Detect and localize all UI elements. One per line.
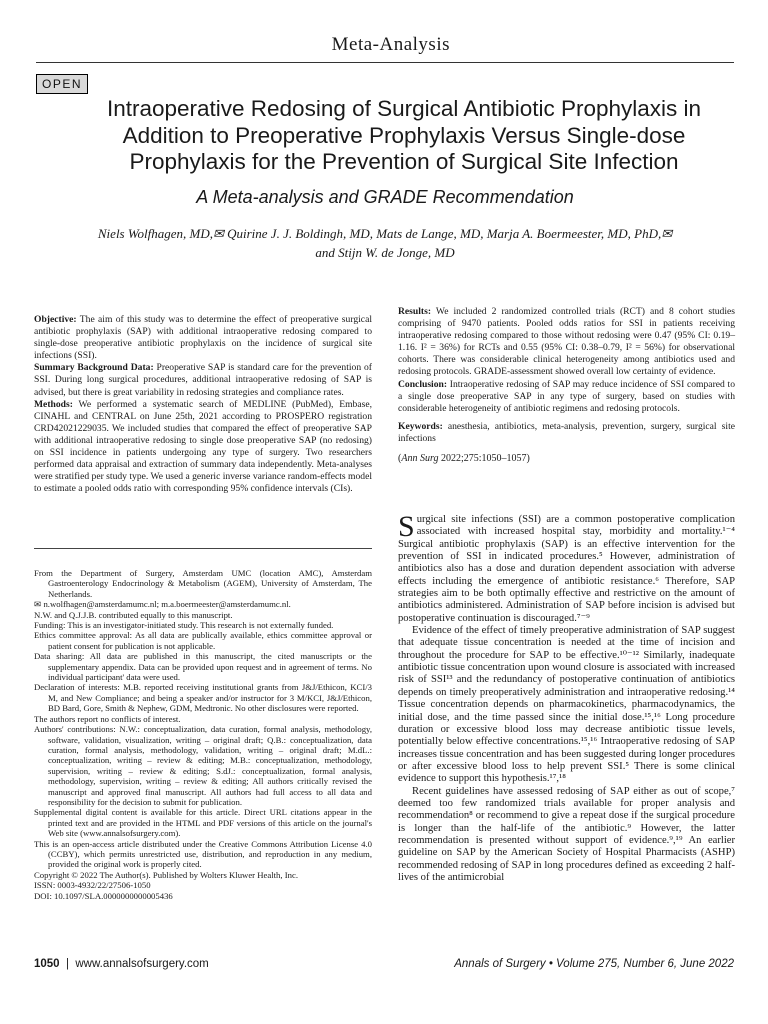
note-equal-contribution: N.W. and Q.J.J.B. contributed equally to this manuscript. [34, 609, 233, 620]
abstract-methods [34, 399, 372, 496]
journal-website-link[interactable]: www.annalsofsurgery.com [75, 958, 209, 970]
note-license: This is an open-access article distributed under the Creative Commons Attribution License 4.0 (CCBY), which permits unrestricted use, distribution, and reproduction in any medium, provided the original work is properly cited. [34, 838, 372, 870]
note-interests: Declaration of interests: M.B. reported receiving institutional grants from J&J/Ethicon, KCI/3 M, and New Compliance; and being a speaker and/or instructor for 3 M/KCI, J&J/Ethicon, BD Bard, Gore, Smith & Nephew, GDM, Medtronic. No other disclosures were reported. [34, 682, 372, 714]
note-correspondence: ✉ n.wolfhagen@amsterdamumc.nl; m.a.boermeester@amsterdamumc.nl. [34, 599, 291, 610]
note-data-sharing: Data sharing: All data are published in this manuscript, the cited manuscripts or the supplementary appendix. Data can be provided upon request and in agreement of terms. No individual participant' data were used. [34, 651, 372, 683]
article-subtitle: A Meta-analysis and GRADE Recommendation [196, 187, 574, 207]
abstract-divider [34, 548, 372, 549]
author-list [36, 224, 734, 262]
body-paragraph-3: Recent guidelines have assessed redosing of SAP either as out of scope,⁷ deemed too few randomized trials available for proper analysis and recommendation⁸ or recommend to give a repeat dose if the surgical procedure is longer than the half-life of the antibiotic.⁹ However, the latter recommendation is presented without support of evidence.⁹,¹⁹ An earlier guideline on SAP by the American Society of Hospital Pharmacists (ASHP) recommended redosing of SAP in long procedures defined as exceeding 2 half-lives of the antimicrobial [398, 785, 735, 883]
abstract-text: We included 2 randomized controlled trials (RCT) and 8 cohort studies comprising of 9470 patients. Pooled odds ratios for SSI in patients receiving intraoperative redosing compared to those without redosing were 0.47 (95% CI: 0.19–1.16. I² = 36%) for RCTs and 0.55 (95% CI: 0.38–0.79, I² = 56%) for observational cohorts. There was considerable clinical heterogeneity among antibiotics used and redosing protocols. GRADE-assessment showed overall low certainty of evidence. [398, 306, 735, 378]
note-doi: DOI: 10.1097/SLA.0000000000005436 [34, 890, 173, 901]
footer-left: 1050 | www.annalsofsurgery.com [34, 958, 209, 970]
body-paragraph-1 [398, 510, 735, 625]
note-contributions: Authors' contributions: N.W.: conceptualization, data curation, formal analysis, methodology, software, validation, visualization, writing – original draft; Q.B.: conceptualization, data curation, formal analysis, methodology, validation, writing – original draft; M.dL.: conceptualization, writing – review & editing; M.B.: conceptualization, methodology, supervision, writing – review & editing; S.dJ.: conceptualization, formal analysis, methodology, supervision, writing – review & editing; All authors critically revised the manuscript and approved final manuscript. All authors had full access to all data and responsibility for the decision to submit for publication. [34, 724, 372, 807]
citation-journal: Ann Surg [401, 453, 439, 465]
keywords-label: Keywords: [398, 420, 443, 432]
note-copyright: Copyright © 2022 The Author(s). Published by Wolters Kluwer Health, Inc. [34, 869, 298, 880]
title-line-2: Addition to Preoperative Prophylaxis Versus Single-dose [122, 122, 686, 148]
citation: (Ann Surg 2022;275:1050–1057) [398, 453, 530, 465]
page-footer [34, 958, 734, 974]
body-text [398, 510, 735, 884]
keywords [398, 421, 735, 445]
note-conflicts: The authors report no conflicts of interest. [34, 713, 181, 724]
abstract-left-column [34, 314, 372, 495]
note-affiliation: From the Department of Surgery, Amsterdam UMC (location AMC), Amsterdam Gastroenterology Endocrinology & Metabolism (AGEM), University of Amsterdam, The Netherlands. [34, 568, 372, 599]
footer-journal-info: Annals of Surgery • Volume 275, Number 6, June 2022 [454, 958, 734, 970]
note-funding: Funding: This is an investigator-initiated study. This research is not externally funded. [34, 620, 334, 631]
note-supplemental: Supplemental digital content is available for this article. Direct URL citations appear in the printed text and are provided in the HTML and PDF versions of this article on the journal's Web site (www.annalsofsurgery.com). [34, 807, 372, 839]
title-line-1: Intraoperative Redosing of Surgical Antibiotic Prophylaxis in [106, 96, 702, 121]
abstract-label: Results: [398, 306, 432, 317]
abstract-right-column [398, 306, 735, 465]
abstract-label: Conclusion: [398, 378, 448, 390]
abstract-text: We performed a systematic search of MEDLINE (PubMed), Embase, CINAHL and CENTRAL on June 25th, 2021 according to PROSPERO registration CRD42021229035. We included studies that compared the effect of preoperative SAP with additional intraoperative redosing to single dose preoperative SAP (no redosing) on SSI incidence in patients undergoing any type of surgery. Two researchers performed data appraisal and extraction of summary data independently. Meta-analyses were stratified per study type. We used a generic inverse variance random-effects model to estimate a pooled odds ratio with corresponding 95% confidence intervals (CIs). [34, 398, 372, 495]
body-paragraph-2: Evidence of the effect of timely preoperative administration of SAP suggest that adequate tissue concentration is needed at the time of incision and throughout the procedure for SAP to be effective.¹⁰⁻¹² Similarly, inadequate antibiotic tissue concentration upon wound closure is associated with increased risk of SSI¹³ and the redundancy of postoperative continuation of antibiotics depends on timely preoperatively administration and intraoperative redosing.¹⁴ Tissue concentration depends on pharmacokinetics, pharmacodynamics, the initial dose, and the time passed since the initial dose.¹⁵,¹⁶ Long procedure duration or excessive blood loss may decrease antibiotic tissue levels, potentially below effective concentrations.¹⁵,¹⁶ Intraoperative redosing of SAP increases tissue concentration and has been suggested during longer procedures or after excessive blood loss to help prevent SSI.⁵ There is some clinical evidence to support this hypothesis.¹⁷,¹⁸ [398, 625, 735, 785]
abstract-conclusion [398, 379, 735, 415]
title-line-3: Prophylaxis for the Prevention of Surgical Site Infection [129, 149, 679, 174]
keywords-text: anesthesia, antibiotics, meta-analysis, prevention, surgery, surgical site infections [398, 420, 735, 444]
authors-line-1: Niels Wolfhagen, MD,✉ Quirine J. J. Boldingh, MD, Mats de Lange, MD, Marja A. Boermeester, MD, PhD,✉ [97, 226, 673, 241]
abstract-text: Intraoperative redosing of SAP may reduce incidence of SSI compared to a single dose preoperative SAP in any type of surgery, based on studies with considerable heterogeneity of antibiotic regimens and redosing protocols. [398, 378, 735, 414]
abstract-objective [34, 314, 372, 362]
section-label-text: Meta-Analysis [331, 34, 450, 55]
abstract-text: The aim of this study was to determine the effect of preoperative surgical antibiotic prophylaxis (SAP) with additional intraoperative redosing compared to single-dose preoperative antibiotic prophylaxis on the incidence of surgical site infections (SSI). [34, 314, 372, 362]
article-notes [34, 568, 372, 901]
citation-details: 2022;275:1050–1057) [438, 453, 530, 465]
abstract-results [398, 306, 735, 379]
abstract-label: Summary Background Data: [34, 362, 154, 374]
note-ethics: Ethics committee approval: As all data are publically available, ethics committee approval or patient consent for publication is not applicable. [34, 630, 372, 651]
body-paragraph-1-text: urgical site infections (SSI) are a common postoperative complication associated with increased hospital stay, morbidity and mortality.¹⁻⁴ Surgical antibiotic prophylaxis (SAP) is an effective intervention for the prevention of SSI in indicated procedures.⁵ However, administration of antibiotics also has a dose and duration dependent association with adverse effects including the emergence of antibiotic resistance.⁶ Therefore, SAP strategies aim to be both optimally effective and restrictive on the amount of antibiotics administered. Administration of SAP before incision is advised but postoperative continuation is discouraged.⁷⁻⁹ [398, 514, 735, 624]
note-issn: ISSN: 0003-4932/22/27506-1050 [34, 880, 151, 891]
header-rule [36, 62, 734, 63]
authors-line-2: and Stijn W. de Jonge, MD [315, 245, 455, 260]
abstract-background [34, 362, 372, 398]
drop-cap: S [398, 510, 415, 543]
open-access-badge: OPEN [36, 74, 88, 94]
section-label [332, 34, 450, 56]
abstract-text: Preoperative SAP is standard care for the prevention of SSI. During long surgical procedures, additional intraoperative redosing of SAP is advised, but there is great variability in redosing strategies and compliance rates. [34, 362, 372, 398]
abstract-label: Objective: [34, 314, 77, 325]
page-number: 1050 [34, 958, 60, 970]
article-title [64, 96, 744, 176]
abstract-label: Methods: [34, 398, 73, 410]
